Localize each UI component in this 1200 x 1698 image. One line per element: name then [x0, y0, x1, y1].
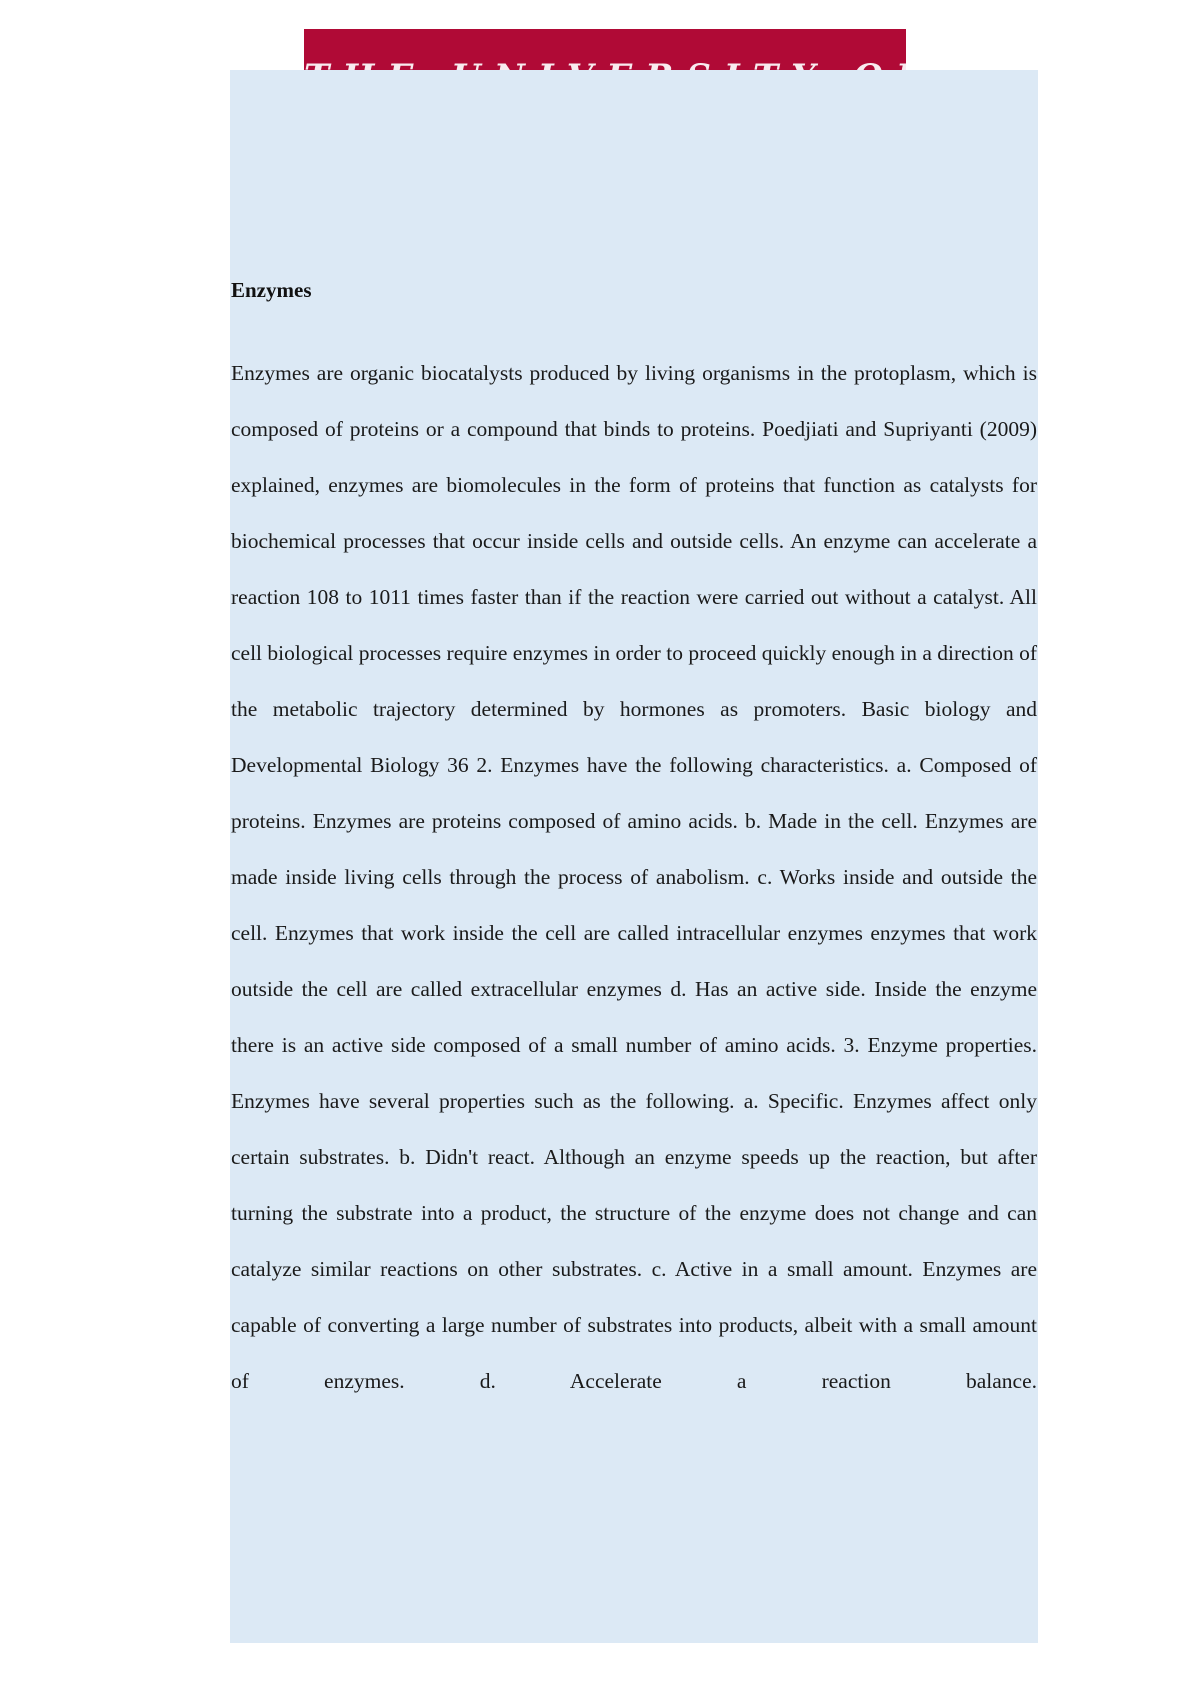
document-heading: Enzymes	[231, 278, 312, 302]
document-body: Enzymes are organic biocatalysts produced by living organisms in the protoplasm, which is composed of proteins or a compound that binds to proteins. Poedjiati and Supriyanti (2009) explained, enzymes are biomolecules in the form of proteins that function as catalysts for biochemical processes that occur inside cells and outside cells. An enzyme can accelerate a reaction 108 to 1011 times faster than if the reaction were carried out without a catalyst. All cell biological processes require enzymes in order to proceed quickly enough in a direction of the metabolic trajectory determined by hormones as promoters. Basic biology and Developmental Biology 36 2. Enzymes have the following characteristics. a. Composed of proteins. Enzymes are proteins composed of amino acids. b. Made in the cell. Enzymes are made inside living cells through the process of anabolism. c. Works inside and outside the cell. Enzymes that work inside the cell are called intracellular enzymes enzymes that work outside the cell are called extracellular enzymes d. Has an active side. Inside the enzyme there is an active side composed of a small number of amino acids. 3. Enzyme properties. Enzymes have several properties such as the following. a. Specific. Enzymes affect only certain substrates. b. Didn't react. Although an enzyme speeds up the reaction, but after turning the substrate into a product, the structure of the enzyme does not change and can catalyze similar reactions on other substrates. c. Active in a small amount. Enzymes are capable of converting a large number of substrates into products, albeit with a small amount of enzymes. d. Accelerate a reaction balance.	[231, 361, 1037, 1393]
